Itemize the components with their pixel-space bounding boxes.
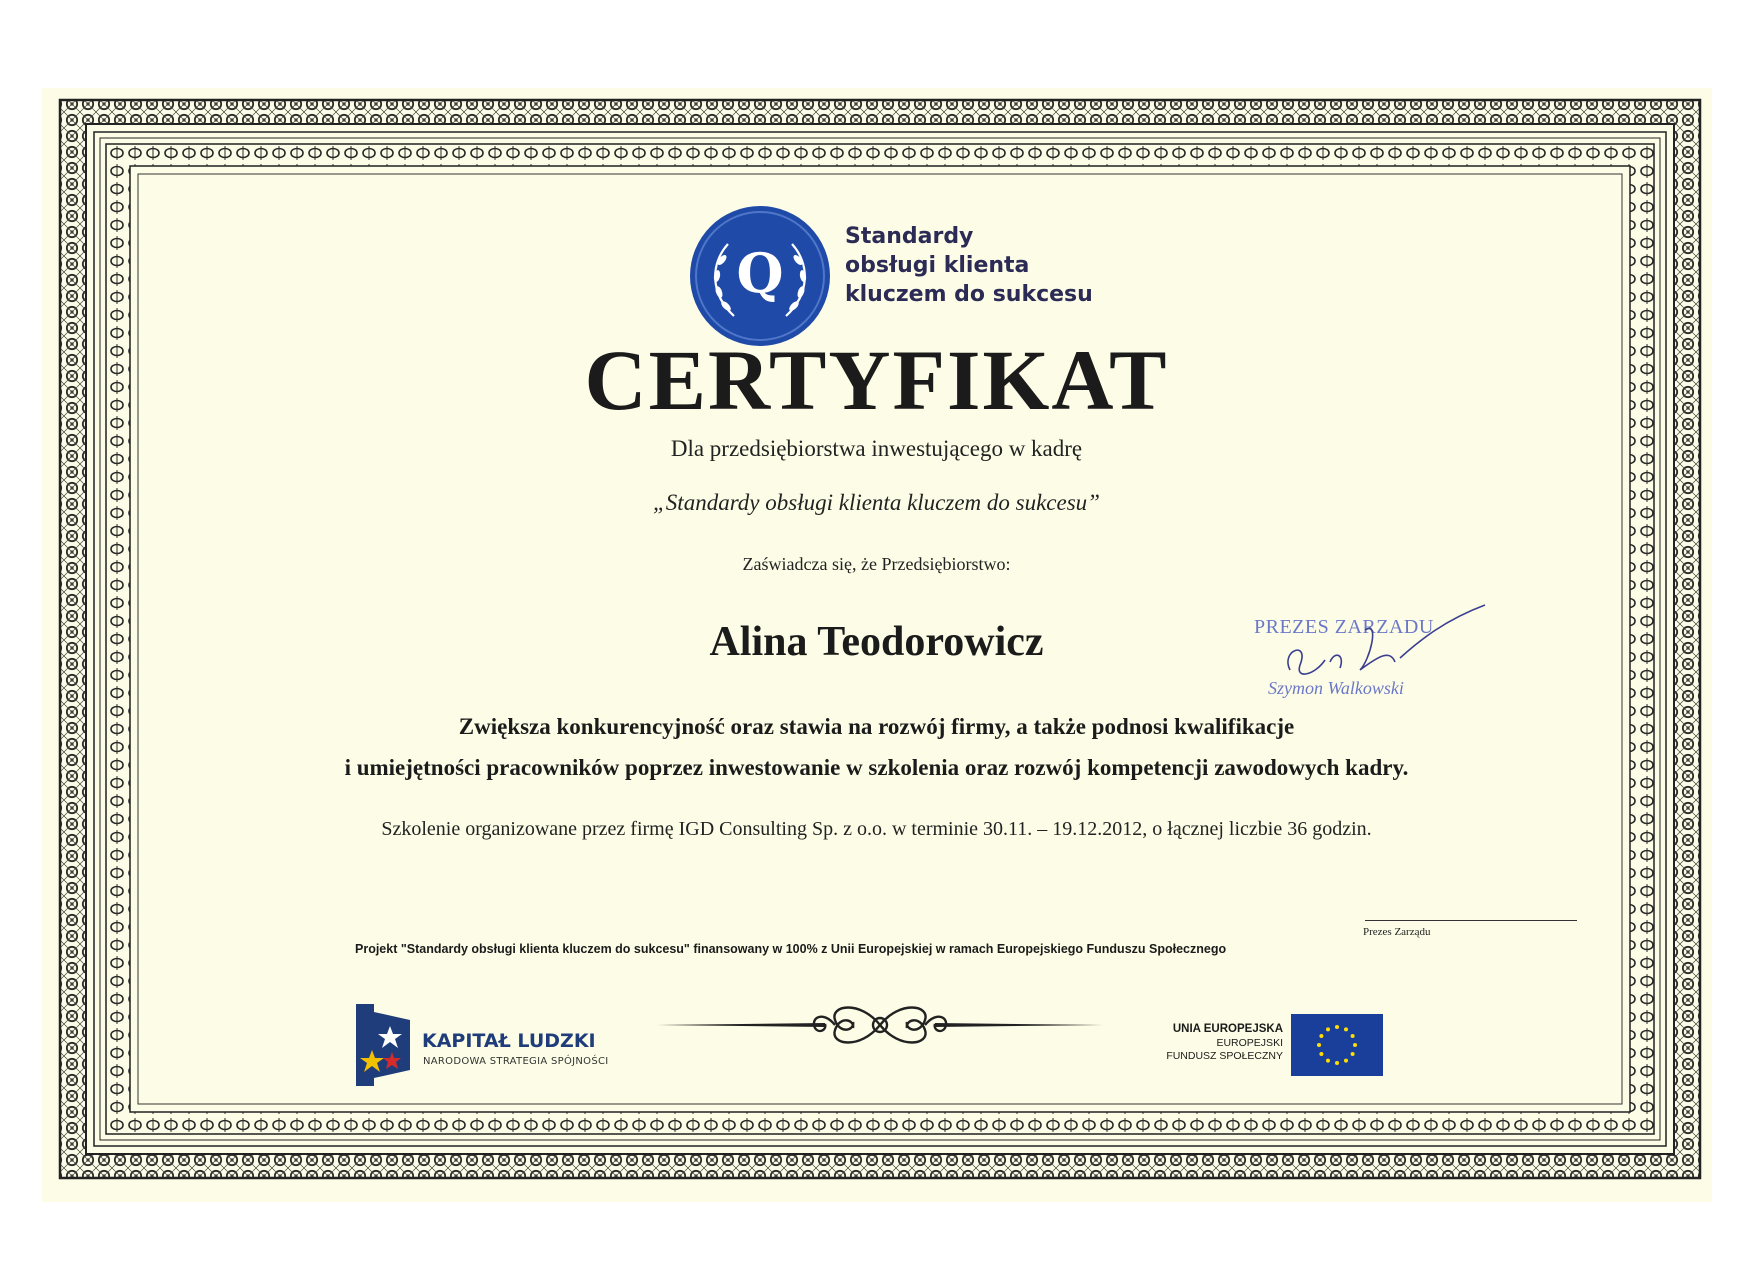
kapital-ludzki-subtitle: NARODOWA STRATEGIA SPÓJNOŚCI — [423, 1056, 609, 1067]
funding-note: Projekt "Standardy obsługi klienta kluczem do sukcesu" finansowany w 100% z Unii Europejskiej w ramach Europejskiego Funduszu Społecznego — [355, 942, 1227, 956]
quality-q-logo — [688, 204, 832, 348]
kapital-ludzki-logo — [350, 1000, 412, 1086]
brand-name — [845, 222, 1093, 309]
eu-flag — [1291, 1014, 1383, 1076]
stamp-title: PREZES ZARZADU — [1254, 616, 1434, 638]
signature-caption: Prezes Zarządu — [1363, 926, 1431, 938]
description-line-2: i umiejętności pracowników poprzez inwestowanie w szkolenia oraz rozwój kompetencji zawodowych kadry. — [344, 755, 1409, 780]
decorative-flourish — [655, 990, 1105, 1060]
project-name: „Standardy obsługi klienta kluczem do sukcesu” — [653, 490, 1100, 515]
brand-line-2: obsługi klienta — [845, 253, 1030, 278]
brand-line-3: kluczem do sukcesu — [845, 282, 1093, 307]
logo-letter: Q — [736, 241, 784, 305]
eu-label — [1135, 1022, 1283, 1063]
eu-line-3: FUNDUSZ SPOŁECZNY — [1166, 1050, 1283, 1062]
eu-line-2: EUROPEJSKI — [1216, 1037, 1283, 1049]
training-details: Szkolenie organizowane przez firmę IGD Consulting Sp. z o.o. w terminie 30.11. – 19.12.2012, o łącznej liczbie 36 godzin. — [381, 818, 1372, 840]
brand-line-1: Standardy — [845, 224, 974, 249]
signature-line — [1365, 920, 1577, 921]
eu-line-1: UNIA EUROPEJSKA — [1172, 1023, 1283, 1035]
stamp-name: Szymon Walkowski — [1268, 678, 1404, 698]
certifies-line: Zaświadcza się, że Przedsiębiorstwo: — [742, 554, 1011, 574]
recipient-name: Alina Teodorowicz — [709, 619, 1044, 665]
certificate-for-line: Dla przedsiębiorstwa inwestującego w kadrę — [670, 436, 1083, 461]
kapital-ludzki-title: KAPITAŁ LUDZKI — [422, 1030, 596, 1052]
certificate-title: CERTYFIKAT — [584, 332, 1169, 428]
description-line-1: Zwiększa konkurencyjność oraz stawia na rozwój firmy, a także podnosi kwalifikacje — [458, 714, 1295, 739]
